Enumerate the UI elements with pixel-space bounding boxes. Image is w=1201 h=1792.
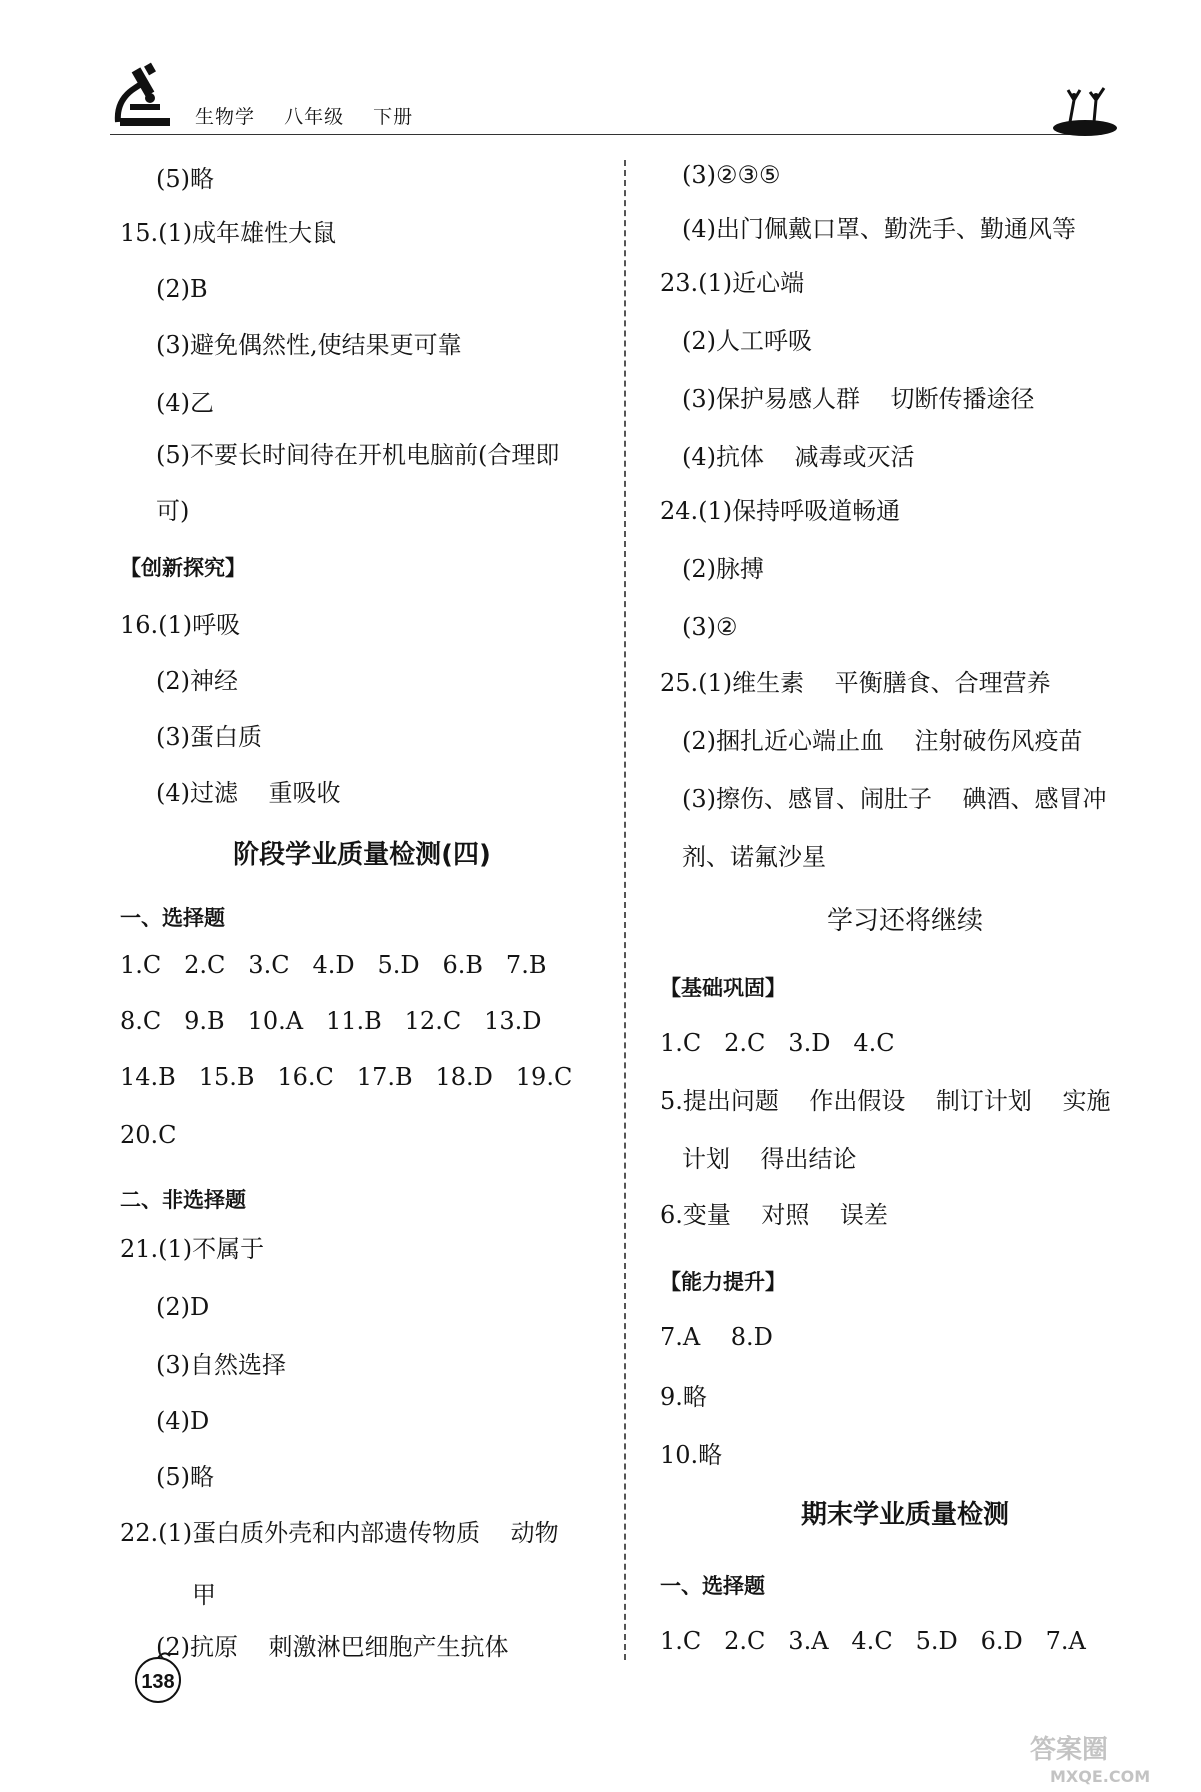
section-title: 阶段学业质量检测(四) [233,840,491,870]
answer-line: 6.变量 对照 误差 [660,1201,888,1229]
section-heading: 二、非选择题 [120,1188,246,1212]
section-heading: 一、选择题 [120,906,225,930]
section-heading: 一、选择题 [660,1574,765,1598]
section-heading: 【能力提升】 [660,1270,786,1294]
section-heading: 【基础巩固】 [660,976,786,1000]
answer-line: 14.B 15.B 16.C 17.B 18.D 19.C [120,1063,573,1091]
microscope-icon [110,60,180,130]
answer-line: 10.略 [660,1441,723,1469]
answer-line: 24.(1)保持呼吸道畅通 [660,497,901,525]
page-header [110,60,1120,140]
answer-line: 可) [156,497,190,525]
answer-line: (2)抗原 刺激淋巴细胞产生抗体 [156,1633,509,1661]
header-grade: 八年级 [284,106,345,128]
answer-line: 20.C [120,1121,177,1149]
answer-line: 21.(1)不属于 [120,1235,265,1263]
answer-line: 22.(1)蛋白质外壳和内部遗传物质 动物 [120,1519,559,1547]
answer-line: 1.C 2.C 3.A 4.C 5.D 6.D 7.A [660,1627,1086,1655]
answer-line: (4)D [156,1407,210,1435]
answer-line: (2)捆扎近心端止血 注射破伤风疫苗 [682,727,1083,755]
answer-line: (3)②③⑤ [682,161,781,189]
answer-line: 1.C 2.C 3.C 4.D 5.D 6.B 7.B [120,951,547,979]
answer-line: 23.(1)近心端 [660,269,805,297]
answer-line: (2)脉搏 [682,555,764,583]
answer-line: 剂、诺氟沙星 [682,843,826,871]
answer-line: (4)乙 [156,389,214,417]
answer-line: (2)B [156,275,208,303]
answer-line: (2)人工呼吸 [682,327,812,355]
answer-line: (3)避免偶然性,使结果更可靠 [156,331,462,359]
answer-line: 1.C 2.C 3.D 4.C [660,1029,895,1057]
answer-line: (5)不要长时间待在开机电脑前(合理即 [156,441,560,469]
answer-line: 计划 得出结论 [682,1145,857,1173]
page-number: 138 [141,1671,175,1693]
answer-line: (4)过滤 重吸收 [156,779,341,807]
answer-line: (3)蛋白质 [156,723,262,751]
watermark-line1: 答案圈 [1030,1735,1109,1765]
answer-line: 5.提出问题 作出假设 制订计划 实施 [660,1087,1111,1115]
section-title: 期末学业质量检测 [800,1500,1010,1530]
answer-line: 8.C 9.B 10.A 11.B 12.C 13.D [120,1007,542,1035]
page-number-badge [132,1652,184,1704]
section-heading: 【创新探究】 [120,556,246,580]
watermark-logo [1020,1730,1195,1786]
answer-line: 9.略 [660,1383,707,1411]
section-title: 学习还将继续 [826,906,984,936]
answer-line: (4)出门佩戴口罩、勤洗手、勤通风等 [682,215,1076,243]
column-divider [624,160,626,1660]
answer-line: 15.(1)成年雄性大鼠 [120,219,337,247]
answer-line: (3)② [682,613,738,641]
answer-line: (5)略 [156,165,214,193]
header-volume: 下册 [373,106,414,128]
answer-line: (5)略 [156,1463,214,1491]
watermark-line2: MXQE.COM [1050,1767,1151,1786]
answer-line: (4)抗体 减毒或灭活 [682,443,915,471]
header-text [195,102,435,129]
answer-line: (2)神经 [156,667,238,695]
answer-line: (3)自然选择 [156,1351,286,1379]
answer-line: (3)擦伤、感冒、闹肚子 碘酒、感冒冲 [682,785,1107,813]
header-rule [110,134,1070,135]
answer-line: (3)保护易感人群 切断传播途径 [682,385,1035,413]
answer-line: 甲 [192,1581,216,1609]
answer-line: (2)D [156,1293,210,1321]
header-subject: 生物学 [195,106,256,128]
answer-line: 16.(1)呼吸 [120,611,241,639]
answer-line: 25.(1)维生素 平衡膳食、合理营养 [660,669,1051,697]
answer-line: 7.A 8.D [660,1323,773,1351]
dancers-icon [1050,70,1120,140]
